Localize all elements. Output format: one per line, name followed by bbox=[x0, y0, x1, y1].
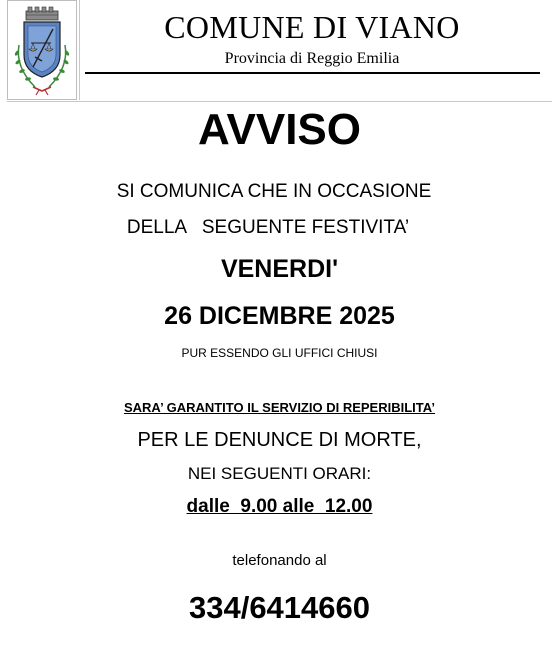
notice-intro-line-1: SI COMUNICA CHE IN OCCASIONE bbox=[116, 181, 432, 202]
holiday-date: 26 DICEMBRE 2025 bbox=[164, 302, 395, 330]
phone-number: 334/6414660 bbox=[188, 590, 371, 625]
notice-intro-line-2: DELLA SEGUENTE FESTIVITA’ bbox=[126, 217, 410, 238]
service-purpose: PER LE DENUNCE DI MORTE, bbox=[137, 429, 422, 451]
hours-label: NEI SEGUENTI ORARI: bbox=[187, 464, 372, 483]
offices-closed-note: PUR ESSENDO GLI UFFICI CHIUSI bbox=[181, 346, 378, 360]
service-hours: dalle 9.00 alle 12.00 bbox=[186, 496, 373, 517]
municipal-coat-of-arms-icon bbox=[9, 5, 75, 97]
notice-title: AVVISO bbox=[197, 105, 361, 154]
title-rule bbox=[85, 72, 540, 74]
crest-frame bbox=[7, 0, 77, 100]
province-name: Provincia di Reggio Emilia bbox=[224, 50, 400, 67]
holiday-day: VENERDI' bbox=[220, 255, 339, 283]
phone-label: telefonando al bbox=[232, 552, 327, 569]
header-divider bbox=[79, 0, 80, 100]
letterhead bbox=[7, 0, 552, 102]
municipality-name: COMUNE DI VIANO bbox=[164, 9, 460, 45]
service-guarantee: SARA’ GARANTITO IL SERVIZIO DI REPERIBILITA’ bbox=[123, 400, 436, 415]
